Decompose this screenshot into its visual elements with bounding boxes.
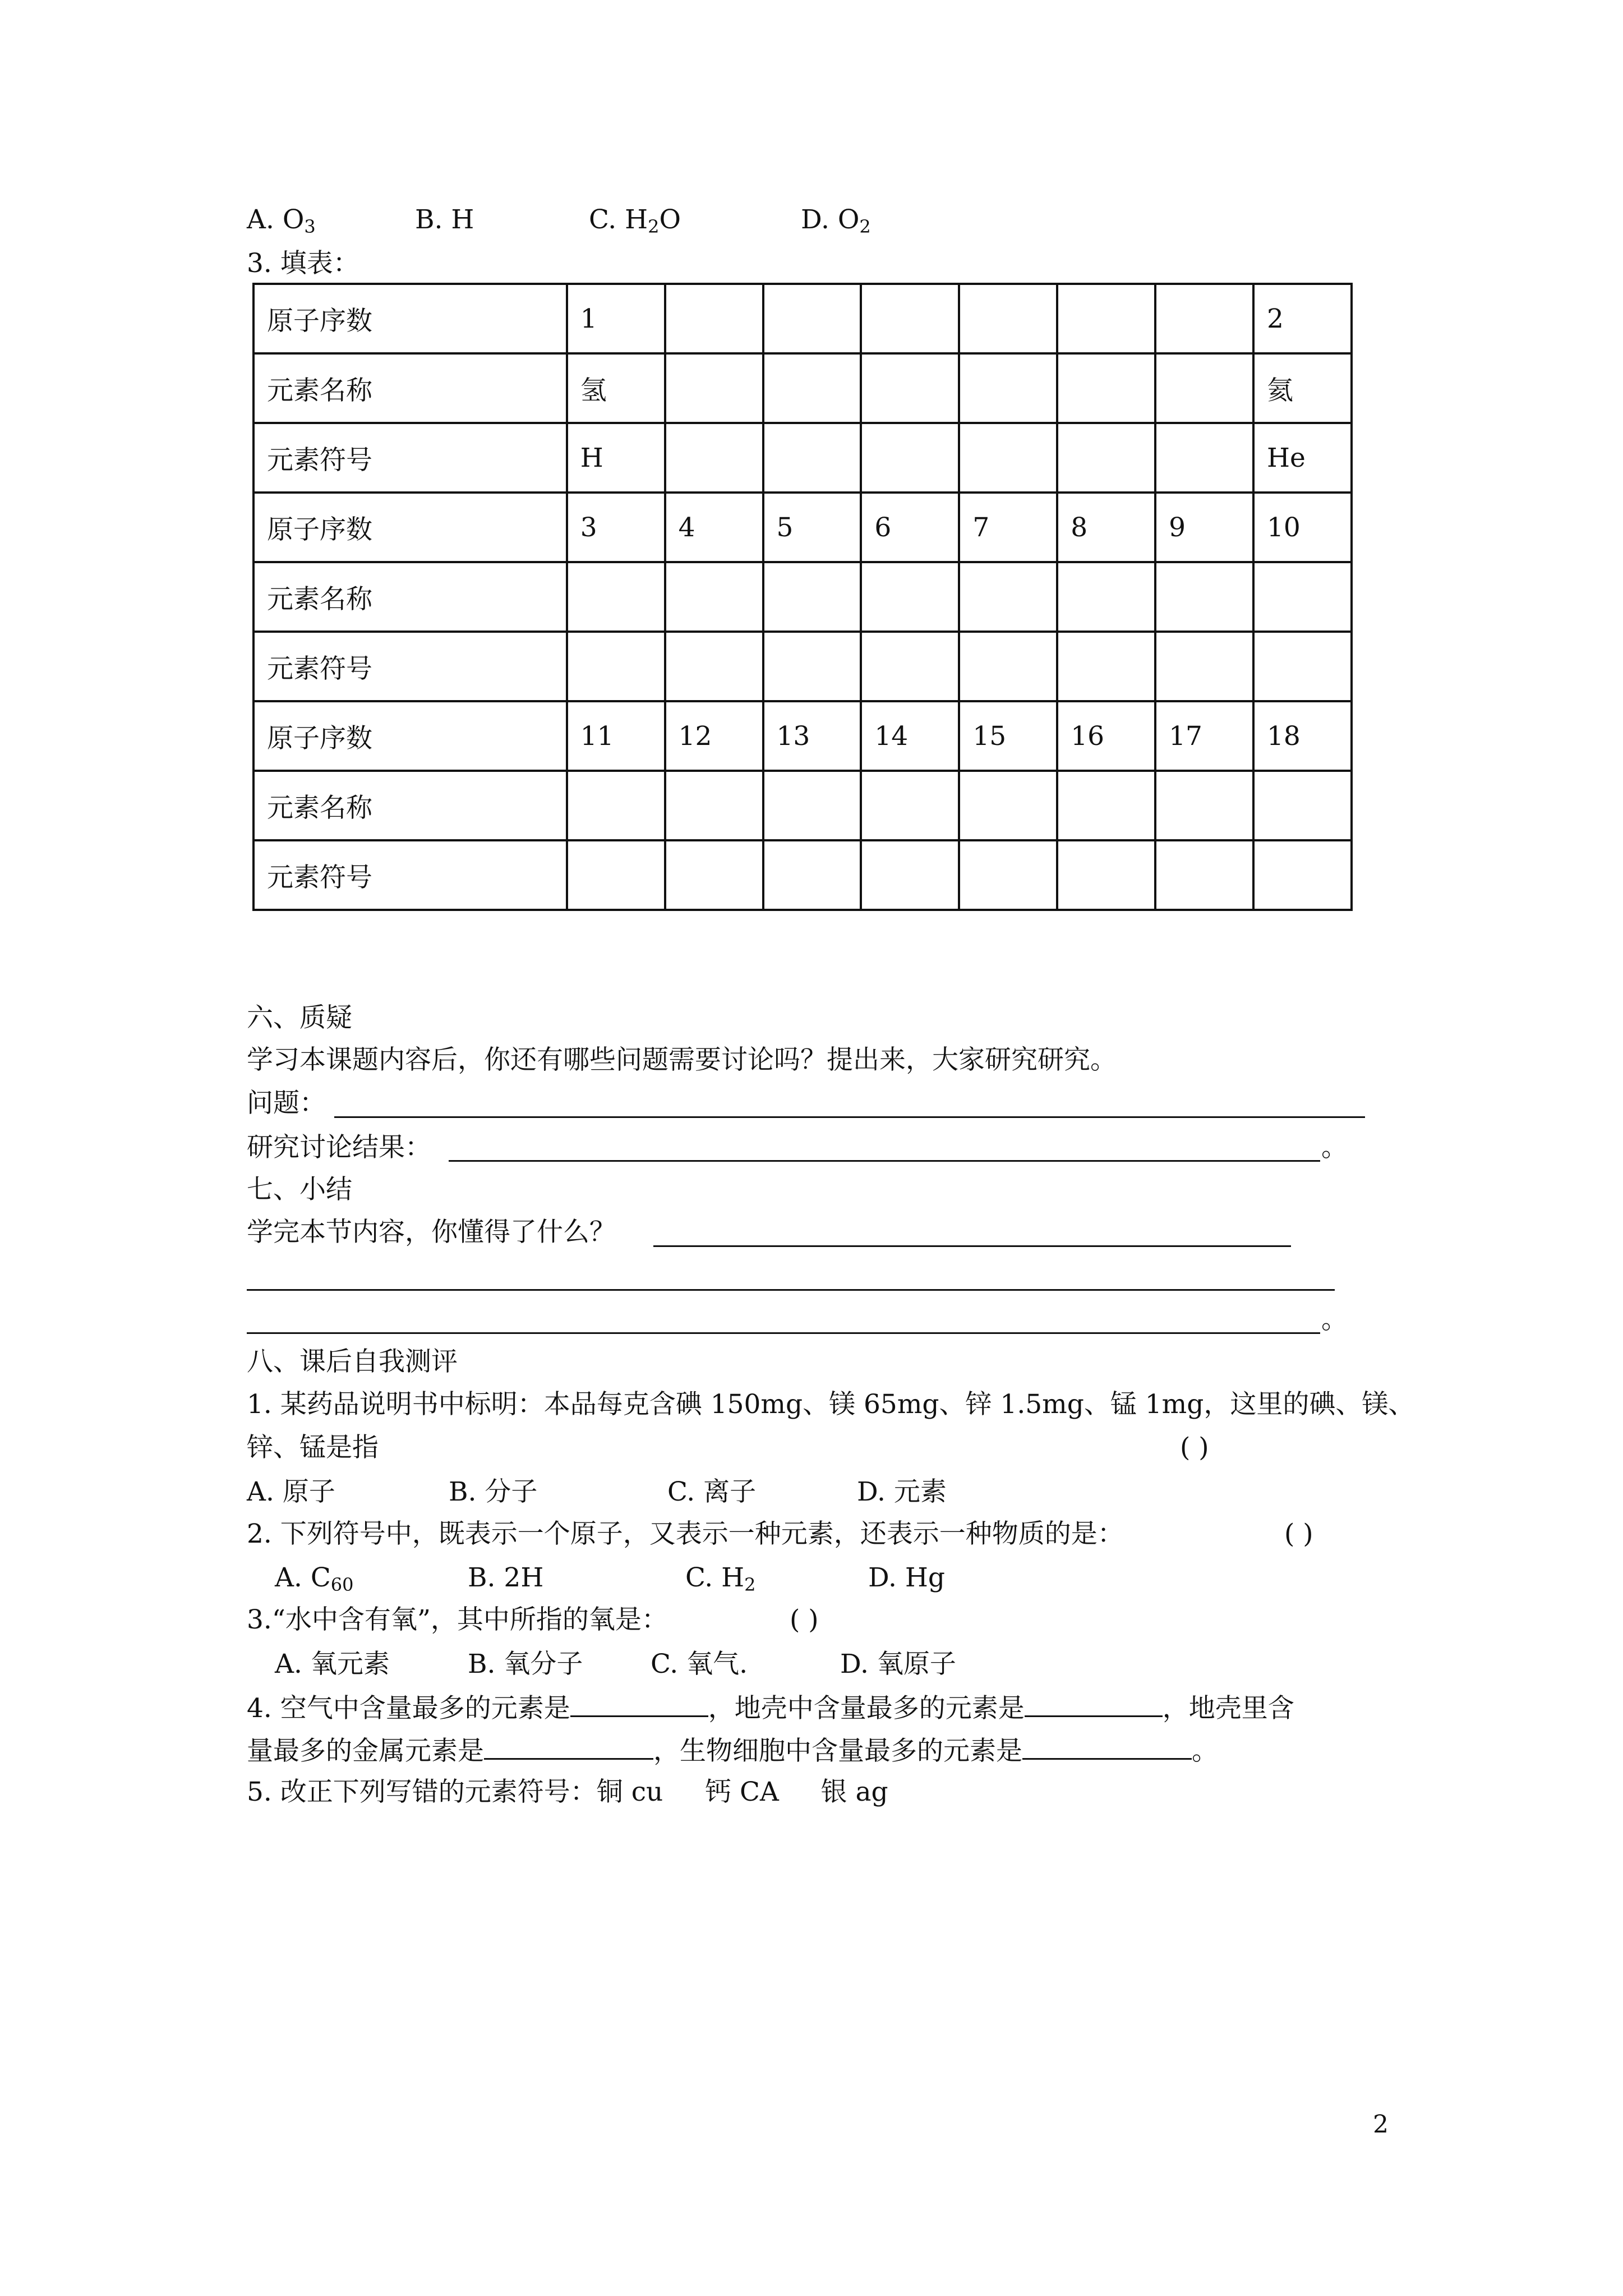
table-cell[interactable] (861, 353, 959, 423)
section7-prompt: 学完本节内容，你懂得了什么？ (247, 1217, 616, 1248)
table-cell: 18 (1253, 701, 1352, 771)
table-cell: 3 (567, 493, 665, 562)
table-cell: 11 (567, 701, 665, 771)
table-cell-label: 原子序数 (253, 493, 567, 562)
section6-title: 六、质疑 (247, 1002, 352, 1033)
table-cell[interactable] (1155, 771, 1253, 840)
element-table (252, 283, 1353, 911)
q3-text: 3.“水中含有氧”，其中所指的氧是： (247, 1604, 668, 1635)
table-cell: 13 (763, 701, 861, 771)
table-cell[interactable] (665, 771, 763, 840)
table-cell: 6 (861, 493, 959, 562)
table-cell[interactable] (665, 284, 763, 353)
q1-line2: 锌、锰是指 (247, 1432, 379, 1463)
table-cell[interactable] (959, 562, 1057, 632)
table-cell[interactable] (665, 632, 763, 701)
table-cell[interactable] (861, 423, 959, 493)
result-label: 研究讨论结果： (247, 1132, 431, 1163)
table-cell[interactable] (959, 284, 1057, 353)
table-cell[interactable] (1057, 284, 1155, 353)
table-row (253, 840, 1352, 910)
q4-blank-3[interactable] (484, 1732, 653, 1760)
table-cell-label: 原子序数 (253, 284, 567, 353)
page-number: 2 (1373, 2110, 1389, 2139)
table-row (253, 353, 1352, 423)
table-row (253, 423, 1352, 493)
q4-part-a: 4. 空气中含量最多的元素是 (247, 1693, 570, 1724)
table-cell-label: 元素名称 (253, 771, 567, 840)
table-cell: 15 (959, 701, 1057, 771)
table-cell: 9 (1155, 493, 1253, 562)
q4-part-c: ，地壳里含 (1162, 1693, 1294, 1724)
table-row (253, 632, 1352, 701)
table-cell: H (567, 423, 665, 493)
table-cell[interactable] (763, 284, 861, 353)
table-cell-label: 元素符号 (253, 423, 567, 493)
table-cell[interactable] (763, 771, 861, 840)
question-label: 问题： (247, 1088, 326, 1119)
summary-answer-line-1[interactable] (653, 1245, 1291, 1247)
table-cell[interactable] (763, 840, 861, 910)
q2-option-b: B. 2H (468, 1562, 544, 1593)
table-cell[interactable] (1155, 423, 1253, 493)
table-cell[interactable] (861, 632, 959, 701)
table-cell[interactable] (959, 771, 1057, 840)
option-a-o3: A. $O_3$ (247, 204, 316, 237)
table-cell[interactable] (959, 840, 1057, 910)
option-c-h2o: C. $H_2O$ (589, 204, 681, 237)
table-cell[interactable] (665, 353, 763, 423)
table-cell[interactable] (959, 632, 1057, 701)
table-cell-label: 元素符号 (253, 840, 567, 910)
table-cell[interactable] (665, 562, 763, 632)
q4-end-mark: 。 (1192, 1736, 1218, 1766)
q4-blank-1[interactable] (570, 1690, 708, 1717)
section8-title: 八、课后自我测评 (247, 1346, 458, 1377)
q4-part-e: ，生物细胞中含量最多的元素是 (653, 1736, 1022, 1766)
q4-blank-4[interactable] (1022, 1732, 1192, 1760)
q2-answer-paren[interactable]: ( ) (1284, 1519, 1313, 1549)
table-cell: 8 (1057, 493, 1155, 562)
q1-option-a: A. 原子 (247, 1476, 335, 1507)
table-cell[interactable] (1057, 771, 1155, 840)
table-row (253, 493, 1352, 562)
q1-option-d: D. 元素 (857, 1476, 947, 1507)
table-cell: 17 (1155, 701, 1253, 771)
table-cell: 5 (763, 493, 861, 562)
q1-option-c: C. 离子 (667, 1476, 757, 1507)
q3-option-b: B. 氧分子 (468, 1649, 583, 1680)
table-cell[interactable] (665, 423, 763, 493)
table-cell: 12 (665, 701, 763, 771)
table-cell[interactable] (1057, 562, 1155, 632)
section6-prompt: 学习本课题内容后，你还有哪些问题需要讨论吗？提出来，大家研究研究。 (247, 1045, 1117, 1075)
table-cell-label: 元素名称 (253, 353, 567, 423)
table-cell[interactable] (1155, 284, 1253, 353)
table-cell[interactable] (959, 353, 1057, 423)
table-cell[interactable] (1253, 771, 1352, 840)
table-cell[interactable] (1155, 353, 1253, 423)
q4-part-d: 量最多的金属元素是 (247, 1736, 484, 1766)
table-cell[interactable] (1253, 562, 1352, 632)
table-cell[interactable] (763, 632, 861, 701)
table-cell[interactable] (861, 562, 959, 632)
table-cell[interactable] (1057, 840, 1155, 910)
table-cell[interactable] (861, 771, 959, 840)
table-cell[interactable] (959, 423, 1057, 493)
fill-table-heading: 3. 填表： (247, 248, 359, 279)
table-cell[interactable] (665, 840, 763, 910)
table-cell: 氦 (1253, 353, 1352, 423)
table-cell[interactable] (567, 840, 665, 910)
table-cell: 10 (1253, 493, 1352, 562)
q2-option-a: A. $C_{60}$ (275, 1562, 354, 1595)
q2-text: 2. 下列符号中，既表示一个原子，又表示一种元素，还表示一种物质的是： (247, 1519, 1124, 1549)
table-cell: 14 (861, 701, 959, 771)
table-cell: 1 (567, 284, 665, 353)
q5-text: 5. 改正下列写错的元素符号：铜 cu 钙 CA 银 ag (247, 1777, 888, 1807)
table-cell: 16 (1057, 701, 1155, 771)
table-cell: 氢 (567, 353, 665, 423)
q4-blank-2[interactable] (1025, 1690, 1163, 1717)
table-cell[interactable] (567, 562, 665, 632)
table-cell[interactable] (1253, 632, 1352, 701)
summary-end-mark: 。 (1321, 1304, 1348, 1335)
table-cell[interactable] (1057, 423, 1155, 493)
table-cell-label: 原子序数 (253, 701, 567, 771)
q3-option-d: D. 氧原子 (840, 1649, 956, 1680)
table-cell: 2 (1253, 284, 1352, 353)
table-row (253, 284, 1352, 353)
q1-answer-paren[interactable]: ( ) (1180, 1432, 1209, 1463)
table-cell: 7 (959, 493, 1057, 562)
q3-option-c: C. 氧气. (651, 1649, 748, 1680)
table-cell[interactable] (861, 284, 959, 353)
q4-part-b: ，地壳中含量最多的元素是 (708, 1693, 1025, 1724)
summary-answer-line-3[interactable] (247, 1332, 1320, 1334)
q4-line1 (247, 1690, 1294, 1726)
table-cell: 4 (665, 493, 763, 562)
summary-answer-line-2[interactable] (247, 1289, 1335, 1291)
table-cell[interactable] (567, 632, 665, 701)
q4-line2 (247, 1732, 1218, 1768)
table-cell-label: 元素符号 (253, 632, 567, 701)
result-answer-line[interactable] (449, 1160, 1320, 1162)
table-cell[interactable] (763, 562, 861, 632)
question-answer-line[interactable] (334, 1116, 1365, 1118)
q2-option-c: C. $H_2$ (685, 1562, 756, 1595)
q1-line1: 1. 某药品说明书中标明：本品每克含碘 150mg、镁 65mg、锌 1.5mg、锰 1mg，这里的碘、镁、 (247, 1389, 1415, 1420)
table-cell[interactable] (1253, 840, 1352, 910)
table-row (253, 701, 1352, 771)
table-cell: He (1253, 423, 1352, 493)
table-cell[interactable] (1057, 353, 1155, 423)
table-cell-label: 元素名称 (253, 562, 567, 632)
table-cell[interactable] (1155, 562, 1253, 632)
section7-title: 七、小结 (247, 1174, 352, 1205)
table-cell[interactable] (1155, 840, 1253, 910)
q3-option-a: A. 氧元素 (275, 1649, 390, 1680)
q2-option-d: D. Hg (868, 1562, 945, 1593)
result-end-mark: 。 (1321, 1132, 1348, 1163)
table-cell[interactable] (763, 423, 861, 493)
table-cell[interactable] (763, 353, 861, 423)
table-cell[interactable] (1155, 632, 1253, 701)
table-cell[interactable] (861, 840, 959, 910)
table-row (253, 771, 1352, 840)
q1-option-b: B. 分子 (449, 1476, 538, 1507)
table-row (253, 562, 1352, 632)
table-cell[interactable] (1057, 632, 1155, 701)
option-b-h: B. H (415, 204, 474, 235)
q3-answer-paren[interactable]: ( ) (790, 1604, 819, 1635)
table-cell[interactable] (567, 771, 665, 840)
option-d-o2: D. $O_2$ (801, 204, 871, 237)
